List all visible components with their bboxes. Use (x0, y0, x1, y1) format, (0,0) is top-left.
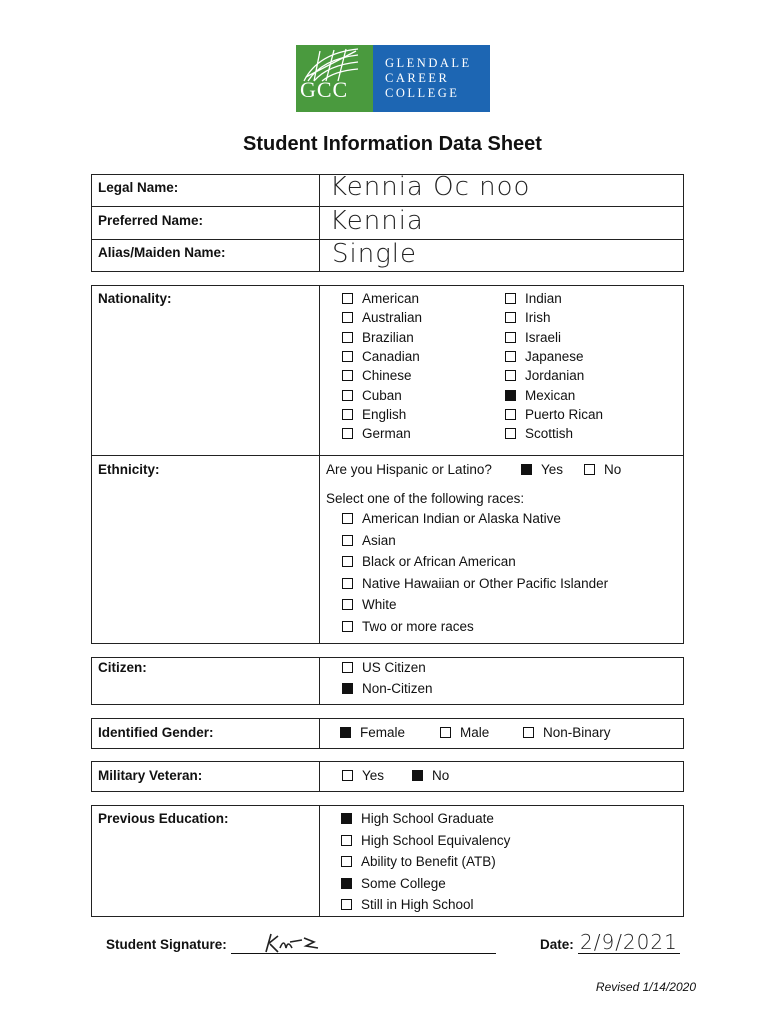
checkbox-option[interactable] (505, 349, 584, 364)
divider (319, 718, 320, 749)
hispanic-question: Are you Hispanic or Latino? (326, 462, 492, 477)
checkbox[interactable] (505, 293, 516, 304)
checkbox-checked[interactable] (340, 727, 351, 738)
checkbox-option[interactable] (342, 388, 402, 403)
logo-wordmark (373, 45, 490, 112)
checkbox-option[interactable] (342, 533, 396, 548)
option-label: No (432, 768, 450, 783)
checkbox[interactable] (505, 409, 516, 420)
checkbox[interactable] (440, 727, 451, 738)
checkbox-option[interactable] (505, 388, 575, 403)
divider (319, 761, 320, 792)
option-label: Two or more races (362, 619, 474, 634)
checkbox-option[interactable] (341, 897, 474, 912)
option-label: American Indian or Alaska Native (362, 511, 561, 526)
checkbox-option[interactable] (342, 660, 426, 675)
checkbox-option[interactable] (342, 349, 420, 364)
signature-mark (262, 930, 324, 956)
checkbox[interactable] (341, 899, 352, 910)
checkbox-checked[interactable] (342, 683, 353, 694)
checkbox-option[interactable] (341, 876, 446, 891)
checkbox-option[interactable] (342, 368, 412, 383)
alias-name-field[interactable]: Single (332, 239, 418, 269)
option-label: White (362, 597, 397, 613)
hispanic-yes-option[interactable] (521, 462, 563, 477)
option-label: Male (460, 725, 490, 740)
checkbox-option[interactable] (440, 725, 489, 740)
option-label: Non-Binary (543, 725, 611, 740)
gender-label: Identified Gender: (98, 725, 214, 740)
checkbox-option[interactable] (341, 854, 496, 869)
checkbox-option[interactable] (342, 681, 433, 696)
checkbox[interactable] (342, 370, 353, 381)
checkbox[interactable] (342, 662, 353, 673)
checkbox-option[interactable] (342, 511, 561, 526)
checkbox[interactable] (342, 770, 353, 781)
option-label: High School Equivalency (361, 832, 511, 848)
logo-line: COLLEGE (385, 86, 460, 100)
page-title: Student Information Data Sheet (243, 133, 542, 155)
checkbox[interactable] (342, 428, 353, 439)
checkbox[interactable] (342, 409, 353, 420)
checkbox[interactable] (342, 293, 353, 304)
divider (319, 174, 320, 272)
checkbox-option[interactable] (342, 407, 406, 422)
checkbox[interactable] (342, 332, 353, 343)
option-label: Japanese (525, 348, 584, 364)
checkbox-checked[interactable] (505, 390, 516, 401)
checkbox[interactable] (505, 370, 516, 381)
option-label: Israeli (525, 329, 562, 345)
citizen-label: Citizen: (98, 660, 147, 675)
checkbox-option[interactable] (341, 833, 510, 848)
option-label: Jordanian (525, 368, 585, 384)
checkbox-option[interactable] (341, 811, 494, 826)
checkbox[interactable] (505, 332, 516, 343)
checkbox[interactable] (584, 464, 595, 475)
checkbox-option[interactable] (523, 725, 611, 740)
option-label: German (362, 426, 411, 442)
alias-name-label: Alias/Maiden Name: (98, 245, 226, 260)
ethnicity-label: Ethnicity: (98, 462, 160, 477)
option-label: Black or African American (362, 554, 516, 570)
legal-name-label: Legal Name: (98, 180, 179, 195)
checkbox[interactable] (505, 428, 516, 439)
option-label: Non-Citizen (362, 681, 433, 696)
checkbox-option[interactable] (505, 407, 603, 422)
option-label: Indian (525, 291, 562, 306)
checkbox[interactable] (342, 621, 353, 632)
checkbox[interactable] (342, 390, 353, 401)
checkbox[interactable] (342, 535, 353, 546)
checkbox-option[interactable] (342, 330, 414, 345)
checkbox-option[interactable] (412, 768, 449, 783)
option-label: No (604, 462, 622, 477)
checkbox[interactable] (505, 312, 516, 323)
divider (319, 805, 320, 917)
signature-label: Student Signature: (106, 937, 227, 952)
option-label: Cuban (362, 387, 402, 403)
checkbox[interactable] (342, 312, 353, 323)
checkbox-option[interactable] (342, 619, 474, 634)
checkbox[interactable] (342, 556, 353, 567)
option-label: Asian (362, 532, 396, 548)
option-label: High School Graduate (361, 811, 494, 826)
checkbox-checked[interactable] (341, 878, 352, 889)
option-label: US Citizen (362, 660, 426, 675)
logo-line: CAREER (385, 71, 450, 85)
college-logo (296, 45, 490, 112)
date-field[interactable]: 2/9/2021 (580, 930, 678, 954)
option-label: Irish (525, 310, 551, 326)
checkbox[interactable] (342, 578, 353, 589)
nationality-label: Nationality: (98, 291, 172, 306)
checkbox-option[interactable] (342, 291, 419, 306)
logo-initials: GCC (300, 77, 349, 102)
option-label: Brazilian (362, 329, 414, 345)
checkbox[interactable] (342, 351, 353, 362)
divider (319, 657, 320, 705)
checkbox-option[interactable] (342, 768, 384, 783)
option-label: Canadian (362, 348, 420, 364)
date-label: Date: (540, 937, 574, 952)
option-label: Chinese (362, 368, 412, 384)
checkbox-option[interactable] (505, 310, 551, 325)
checkbox-checked[interactable] (412, 770, 423, 781)
checkbox-option[interactable] (505, 368, 584, 383)
checkbox-checked[interactable] (521, 464, 532, 475)
option-label: Native Hawaiian or Other Pacific Islander (362, 575, 609, 591)
veteran-label: Military Veteran: (98, 768, 203, 783)
checkbox-option[interactable] (342, 426, 411, 441)
checkbox-option[interactable] (505, 291, 562, 306)
option-label: Yes (541, 462, 564, 477)
checkbox[interactable] (341, 835, 352, 846)
option-label: Australian (362, 310, 423, 326)
preferred-name-field[interactable]: Kennia (330, 206, 424, 236)
option-label: Some College (361, 875, 446, 891)
logo-mark (296, 45, 373, 112)
option-label: Puerto Rican (525, 406, 604, 422)
preferred-name-label: Preferred Name: (98, 213, 204, 228)
divider (319, 285, 320, 644)
logo-line: GLENDALE (385, 56, 472, 70)
option-label: English (362, 406, 407, 422)
option-label: Ability to Benefit (ATB) (361, 854, 496, 870)
checkbox[interactable] (505, 351, 516, 362)
checkbox-option[interactable] (505, 426, 573, 441)
checkbox-checked[interactable] (341, 813, 352, 824)
checkbox[interactable] (342, 599, 353, 610)
option-label: Yes (362, 768, 385, 783)
legal-name-field[interactable]: Kennia Oc noo (330, 172, 531, 202)
checkbox-option[interactable] (342, 576, 608, 591)
checkbox[interactable] (342, 513, 353, 524)
checkbox[interactable] (523, 727, 534, 738)
checkbox-option[interactable] (342, 310, 422, 325)
checkbox-option[interactable] (505, 330, 561, 345)
option-label: Mexican (525, 387, 576, 403)
option-label: American (362, 291, 420, 306)
education-label: Previous Education: (98, 811, 229, 826)
checkbox-option[interactable] (342, 554, 516, 569)
option-label: Female (360, 725, 406, 740)
option-label: Still in High School (361, 897, 474, 913)
hispanic-no-option[interactable] (584, 462, 621, 477)
checkbox[interactable] (341, 856, 352, 867)
checkbox-option[interactable] (342, 597, 397, 612)
option-label: Scottish (525, 426, 574, 442)
races-prompt: Select one of the following races: (326, 491, 525, 506)
checkbox-option[interactable] (340, 725, 405, 740)
revised-note: Revised 1/14/2020 (595, 980, 696, 994)
divider (91, 455, 684, 456)
